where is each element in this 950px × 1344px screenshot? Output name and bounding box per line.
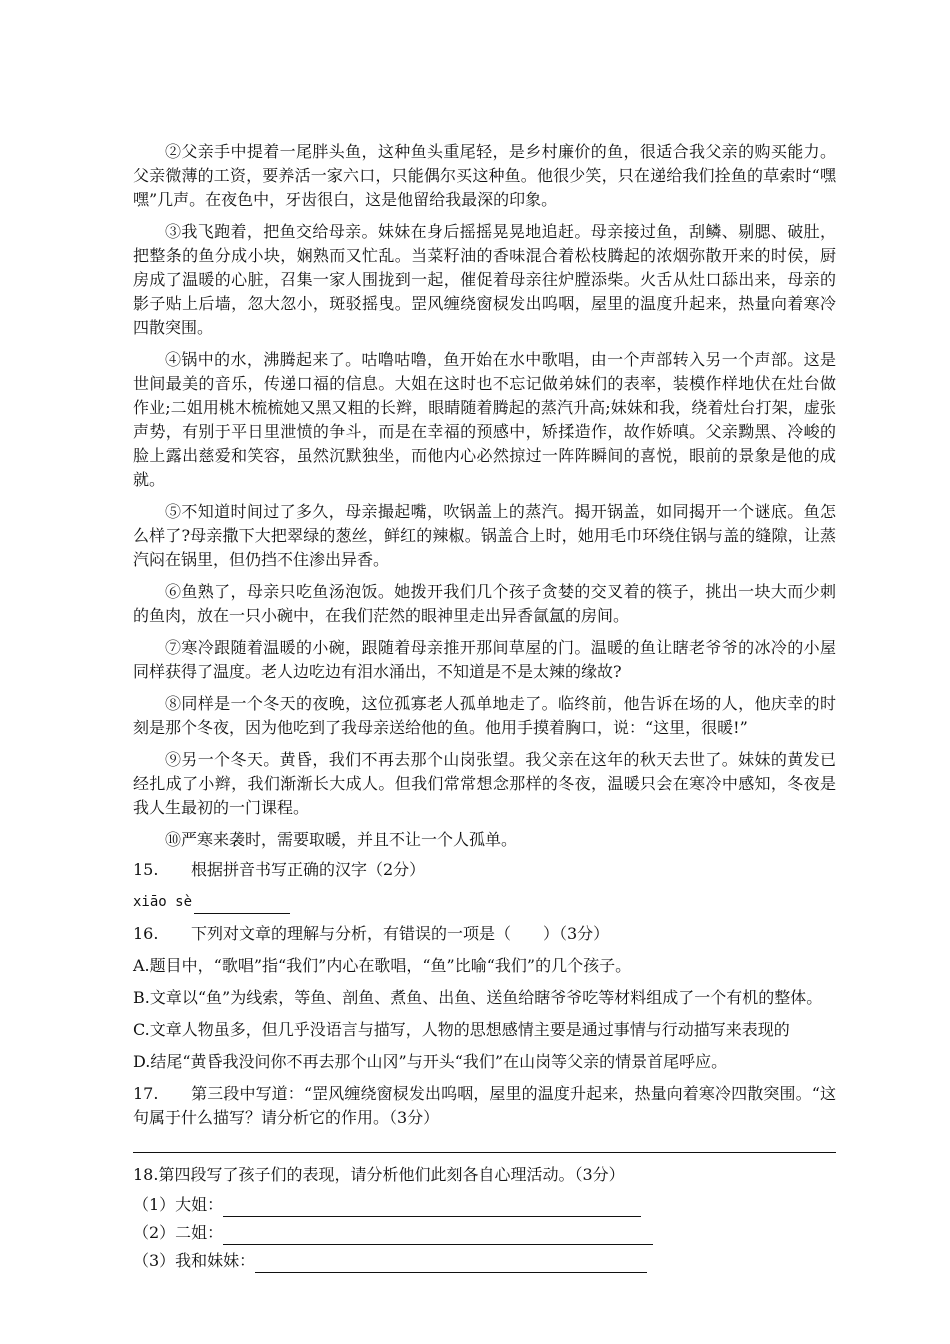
pinyin-text: xiāo sè (133, 894, 193, 910)
answer-item-label: （3）我和妹妹： (133, 1251, 256, 1270)
paragraph-8: ⑧同样是一个冬天的夜晚，这位孤寡老人孤单地走了。临终前，他告诉在场的人，他庆幸的时刻是那个冬夜，因为他吃到了我母亲送给他的鱼。他用手摸着胸口，说：“这里，很暖!” (133, 694, 836, 737)
question-text: 根据拼音书写正确的汉字（2分） (191, 860, 426, 879)
answer-line[interactable] (223, 1198, 641, 1217)
question-17 (133, 1082, 836, 1130)
option-a: A.题目中，“歌唱”指“我们”内心在歌唱，“鱼”比喻“我们”的几个孩子。 (133, 956, 632, 975)
question-18: 18.第四段写了孩子们的表现，请分析他们此刻各自心理活动。（3分） (133, 1165, 625, 1184)
paragraph-5: ⑤不知道时间过了多久，母亲撮起嘴，吹锅盖上的蒸汽。揭开锅盖，如同揭开一个谜底。鱼怎么样了?母亲撒下大把翠绿的葱丝，鲜红的辣椒。锅盖合上时，她用毛巾环绕住锅与盖的缝隙，让蒸汽闷在锅里，但仍挡不住渗出异香。 (133, 502, 836, 569)
question-text: 下列对文章的理解与分析，有错误的一项是（ ）（3分） (191, 924, 610, 943)
paragraph-6: ⑥鱼熟了，母亲只吃鱼汤泡饭。她拨开我们几个孩子贪婪的交叉着的筷子，挑出一块大而少刺的鱼肉，放在一只小碗中，在我们茫然的眼神里走出异香氤氲的房间。 (133, 582, 836, 625)
answer-item-3 (133, 1249, 836, 1273)
option-c: C.文章人物虽多，但几乎没语言与描写，人物的思想感情主要是通过事情与行动描写来表现的 (133, 1020, 790, 1039)
option-d: D.结尾“黄昏我没问你不再去那个山冈”与开头“我们”在山岗等父亲的情景首尾呼应。 (133, 1052, 728, 1071)
answer-item-1 (133, 1193, 836, 1217)
answer-item-label: （2）二姐： (133, 1223, 224, 1242)
question-text: 第三段中写道：“罡风缠绕窗棂发出呜咽，屋里的温度升起来，热量向着寒冷四散突围。“这句属于什么描写？请分析它的作用。（3分） (133, 1084, 836, 1127)
answer-item-label: （1）大姐： (133, 1195, 224, 1214)
question-15 (133, 858, 836, 882)
answer-blank[interactable] (194, 897, 290, 914)
answer-item-2 (133, 1221, 836, 1245)
question-16 (133, 922, 836, 946)
paragraph-7: ⑦寒冷跟随着温暖的小碗，跟随着母亲推开那间草屋的门。温暖的鱼让瞎老爷爷的冰冷的小屋同样获得了温度。老人边吃边有泪水涌出，不知道是不是太辣的缘故? (133, 638, 836, 681)
paragraph-4: ④锅中的水，沸腾起来了。咕噜咕噜，鱼开始在水中歌唱，由一个声部转入另一个声部。这是世间最美的音乐，传递口福的信息。大姐在这时也不忘记做弟妹们的表率，装模作样地伏在灶台做作业;二姐用桃木梳梳她又黑又粗的长辫，眼睛随着腾起的蒸汽升高;妹妹和我，绕着灶台打架，虚张声势，有别于平日里泄愤的争斗，而是在幸福的预感中，矫揉造作，故作娇嗔。父亲黝黑、冷峻的脸上露出慈爱和笑容，虽然沉默独坐，而他内心必然掠过一阵阵瞬间的喜悦，眼前的景象是他的成就。 (133, 350, 836, 489)
question-number: 16. (133, 924, 159, 943)
paragraph-9: ⑨另一个冬天。黄昏，我们不再去那个山岗张望。我父亲在这年的秋天去世了。妹妹的黄发已经扎成了小辫，我们渐渐长大成人。但我们常常想念那样的冬夜，温暖只会在寒冷中感知，冬夜是我人生最初的一门课程。 (133, 750, 836, 817)
answer-line[interactable] (255, 1254, 647, 1273)
question-number: 17. (133, 1084, 159, 1103)
paragraph-2: ②父亲手中提着一尾胖头鱼，这种鱼头重尾轻，是乡村廉价的鱼，很适合我父亲的购买能力。父亲微薄的工资，要养活一家六口，只能偶尔买这种鱼。他很少笑，只在递给我们拴鱼的草索时“嘿嘿”几声。在夜色中，牙齿很白，这是他留给我最深的印象。 (133, 142, 836, 209)
answer-line[interactable] (133, 1134, 836, 1153)
paragraph-3: ③我飞跑着，把鱼交给母亲。妹妹在身后摇摇晃晃地追赶。母亲接过鱼，刮鳞、剔腮、破肚，把整条的鱼分成小块，娴熟而又忙乱。当菜籽油的香味混合着松枝腾起的浓烟弥散开来的时侯，厨房成了温暖的心脏，召集一家人围拢到一起，催促着母亲往炉膛添柴。火舌从灶口舔出来，母亲的影子贴上后墙，忽大忽小，斑驳摇曳。罡风缠绕窗棂发出呜咽，屋里的温度升起来，热量向着寒冷四散突围。 (133, 222, 836, 337)
pinyin-row (133, 890, 836, 914)
document-page (133, 140, 836, 1277)
paragraph-10: ⑩严寒来袭时，需要取暖，并且不让一个人孤单。 (165, 830, 518, 849)
answer-line[interactable] (223, 1226, 653, 1245)
option-b: B.文章以“鱼”为线索，等鱼、剖鱼、煮鱼、出鱼、送鱼给瞎爷爷吃等材料组成了一个有机的整体。 (133, 988, 823, 1007)
question-number: 15. (133, 860, 159, 879)
